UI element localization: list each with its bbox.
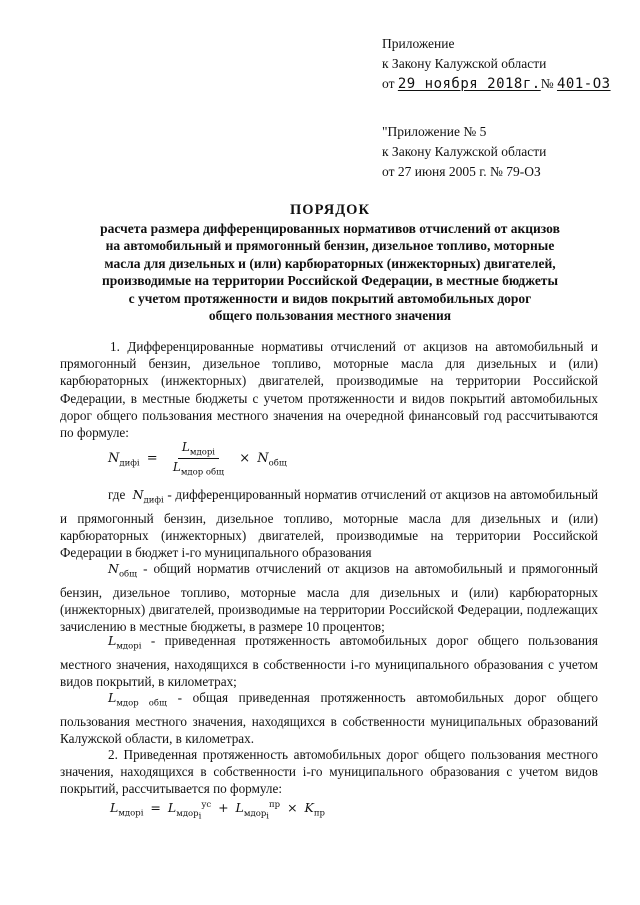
appendix-header <box>382 34 611 94</box>
title-line-1: расчета размера дифференцированных нормативов отчислений от акцизов <box>100 220 560 236</box>
formula2-term-3: $K_{пр}$ <box>304 800 325 819</box>
formula1-denominator: $L_{мдор общ}$ <box>172 460 225 478</box>
header-line-3 <box>382 74 611 94</box>
title-line-5: с учетом протяженности и видов покрытий автомобильных дорог <box>128 290 532 306</box>
formula1-fraction <box>169 440 228 478</box>
definition-3-body: - приведенная протяженность автомобильных дорог общего пользования местного значения, находящихся в собственности i-го муниципального образования с учетом видов покрытий, в километрах; <box>60 633 598 689</box>
formula1-rhs: $N_{общ}$ <box>257 451 287 469</box>
definition-2 <box>60 560 598 635</box>
formula2-eq: = <box>150 800 161 816</box>
definition-1 <box>60 486 598 561</box>
title-line-3: масла для дизельных и (или) карбюраторных (инжекторных) двигателей, <box>104 255 556 271</box>
where-word: где <box>108 487 126 502</box>
formula2-plus: + <box>218 800 229 816</box>
appendix-5-header <box>382 122 546 182</box>
title-main: ПОРЯДОК <box>290 202 370 218</box>
definition-1-text <box>60 486 598 561</box>
definition-4 <box>60 689 598 747</box>
title-line-2: на автомобильный и прямогонный бензин, дизельное топливо, моторные <box>105 238 555 253</box>
header-date-handwritten: 29 ноября 2018г. <box>397 76 541 92</box>
formula1-mul: × <box>239 451 251 467</box>
formula2-term-1: $L_{мдор_i}^{ус}$ <box>167 800 212 822</box>
header-line-2: к Закону Калужской области <box>382 56 547 71</box>
symbol-n-obshch: $N_{общ}$ <box>108 561 138 580</box>
definition-4-body: - общая приведенная протяженность автомобильных дорог общего пользования местного значения, находящихся в собственности муниципальных образований Калужской области, в километрах. <box>60 690 599 746</box>
paragraph-2-text: 2. Приведенная протяженность автомобильных дорог общего пользования местного значения, находящихся в собственности i-го муниципального образования с учетом видов покрытий, рассчитывается по формуле: <box>60 747 598 797</box>
definition-1-body: - дифференцированный норматив отчислений от акцизов на автомобильный и прямогонный бензин, дизельное топливо, моторные масла для дизельных и (или) карбюраторных (инжекторных) двигателей, производимые на территории Российской Федерации в бюджет i-го муниципального образования <box>60 487 599 561</box>
formula1-lhs: $N_{дифi}$ <box>108 451 140 469</box>
header-number-sign: № <box>540 76 554 91</box>
header-date-prefix: от <box>382 76 395 91</box>
formula-2 <box>110 800 325 821</box>
formula2-lhs: $L_{мдорi}$ <box>110 800 144 819</box>
definition-2-body: - общий норматив отчислений от акцизов на автомобильный и прямогонный бензин, дизельное топливо, моторные масла для дизельных и (или) карбюраторных (инжекторных) двигателей, производимые на территории Российской Федерации, подлежащих зачислению в местные бюджеты, в размере 10 процентов; <box>60 561 598 635</box>
paragraph-1-text: 1. Дифференцированные нормативы отчислений от акцизов на автомобильный и прямогонный бензин, дизельное топливо, моторные масла для дизельных и (или) карбюраторных (инжекторных) двигателей, производимые на территории Российской Федерации, в местные бюджеты с учетом протяженности и видов покрытий автомобильных дорог общего пользования местного значения на очередной финансовый год рассчитываются по формуле: <box>60 339 598 441</box>
definition-3-text <box>60 632 598 690</box>
formula1-eq: = <box>146 451 158 467</box>
title-line-6: общего пользования местного значения <box>208 308 452 323</box>
header-line-1: Приложение <box>382 36 455 51</box>
formula-1 <box>108 440 287 478</box>
symbol-l-mdor-obshch: $L_{мдор общ}$ <box>108 690 167 709</box>
definition-2-text <box>60 560 598 635</box>
header2-line-1: "Приложение № 5 <box>382 124 487 139</box>
symbol-l-mdori: $L_{мдорi}$ <box>108 633 142 652</box>
symbol-n-dif: $N_{дифi}$ <box>132 487 164 506</box>
document-title <box>60 202 600 325</box>
paragraph-1 <box>60 338 598 441</box>
formula1-numerator: $L_{мдорi}$ <box>178 440 219 459</box>
formula2-mul: × <box>287 800 298 816</box>
formula2-term-2: $L_{мдор_i}^{пр}$ <box>235 800 281 822</box>
header2-line-2: к Закону Калужской области <box>382 144 547 159</box>
paragraph-2 <box>60 746 598 798</box>
definition-4-text <box>60 689 598 747</box>
definition-3 <box>60 632 598 690</box>
header-number-handwritten: 401-ОЗ <box>556 76 611 92</box>
header2-line-3: от 27 июня 2005 г. № 79-ОЗ <box>382 164 541 179</box>
title-line-4: производимые на территории Российской Федерации, в местные бюджеты <box>102 273 558 288</box>
